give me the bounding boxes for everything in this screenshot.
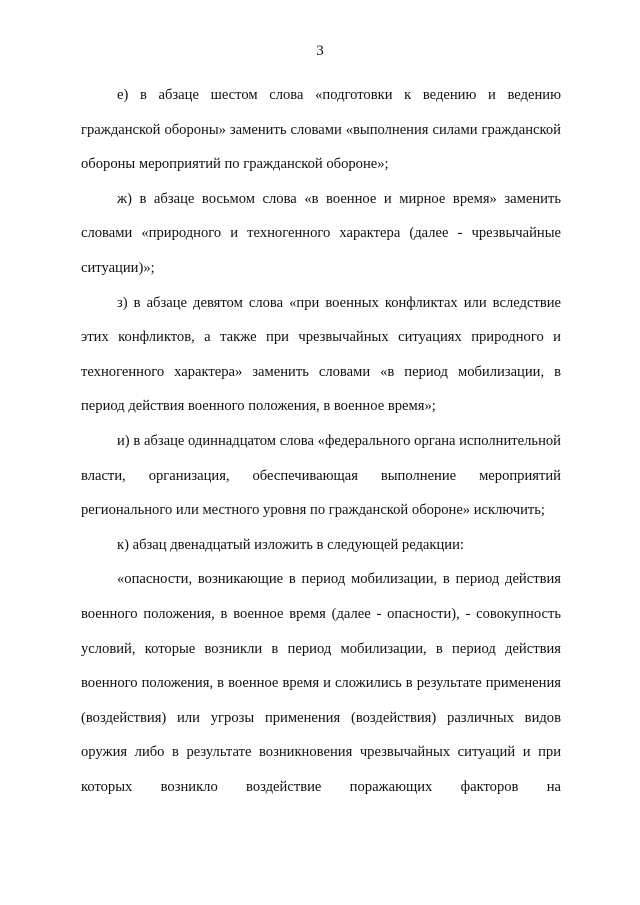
paragraph-i: и) в абзаце одиннадцатом слова «федерального органа исполнительной власти, организация, обеспечивающая выполнение мероприятий регионального или местного уровня по гражданской обороне» исключить; bbox=[81, 432, 561, 519]
page-number: 3 bbox=[316, 43, 324, 59]
paragraph-z: з) в абзаце девятом слова «при военных конфликтах или вследствие этих конфликтов, а также при чрезвычайных ситуациях природного и техногенного характера» заменить словами «в период мобилизации, в период действия военного положения, в военное время»; bbox=[81, 294, 561, 415]
document-body bbox=[81, 78, 561, 804]
paragraph-e: е) в абзаце шестом слова «подготовки к ведению и ведению гражданской обороны» заменить словами «выполнения силами гражданской обороны мероприятий по гражданской обороне»; bbox=[81, 87, 561, 173]
paragraph-k: к) абзац двенадцатый изложить в следующей редакции: bbox=[117, 536, 464, 553]
paragraph-zh: ж) в абзаце восьмом слова «в военное и мирное время» заменить словами «природного и техногенного характера (далее - чрезвычайные ситуации)»; bbox=[81, 190, 561, 276]
paragraph-k-quote: «опасности, возникающие в период мобилизации, в период действия военного положения, в военное время (далее - опасности), - совокупность условий, которые возникли в период мобилизации, в период действия военного положения, в военное время и сложились в результате применения (воздействия) или угрозы применения (воздействия) различных видов оружия либо в результате возникновения чрезвычайных ситуаций и при которых возникло воздействие поражающих факторов на bbox=[81, 571, 561, 795]
